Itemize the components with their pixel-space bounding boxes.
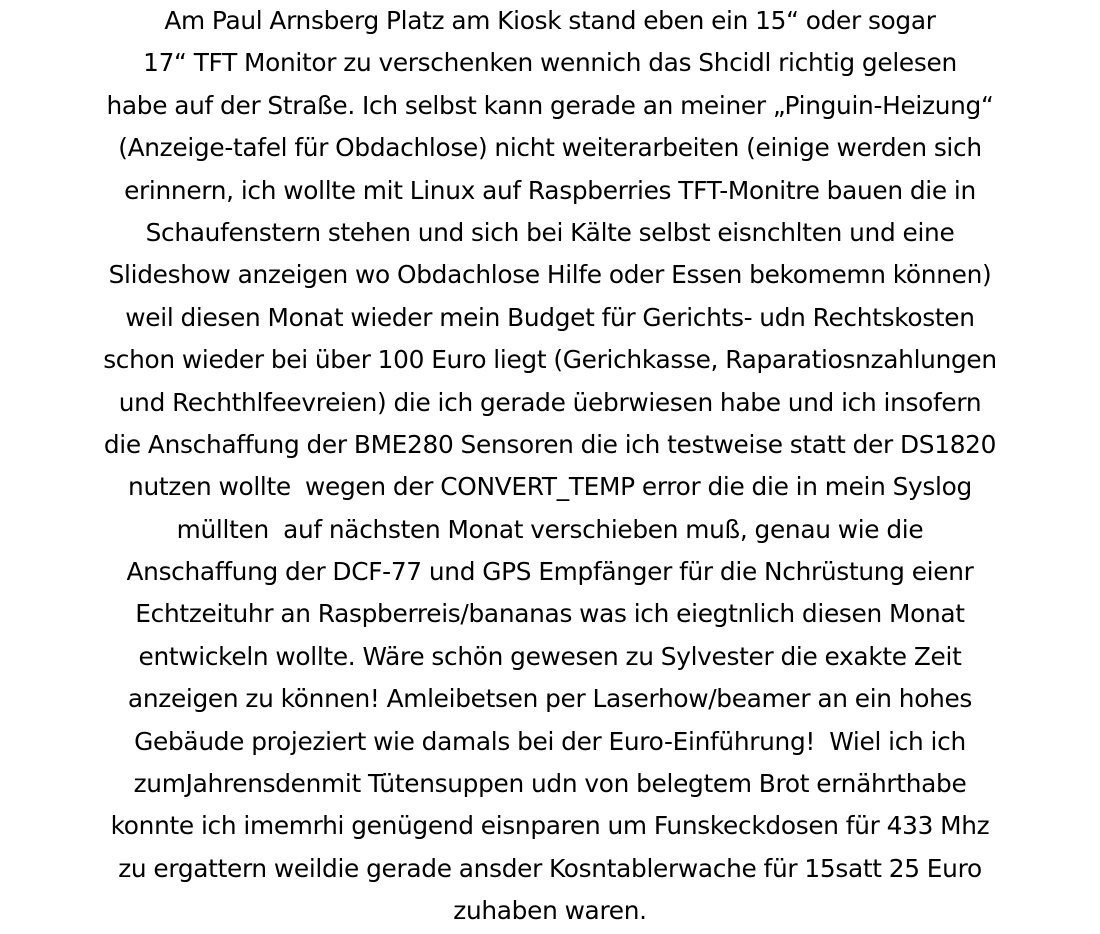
text-line-17: anzeigen zu können! Amleibetsen per Laserhow/beamer an ein hohes [127, 684, 973, 714]
text-line-10: und Rechthlfeevreien) die ich gerade üebrwiesen habe und ich insofern [118, 387, 982, 417]
text-line-11: die Anschaffung der BME280 Sensoren die ich testweise statt der DS1820 [103, 429, 997, 459]
text-line-3: habe auf der Straße. Ich selbst kann gerade an meiner „Pinguin-Heizung“ [106, 90, 994, 120]
text-line-9: schon wieder bei über 100 Euro liegt (Gerichkasse, Raparatiosnzahlungen [103, 345, 997, 375]
text-line-20: konnte ich imemrhi genügend eisnparen um Funskeckdosen für 433 Mhz [110, 811, 990, 841]
text-line-16: entwickeln wollte. Wäre schön gewesen zu Sylvester die exakte Zeit [138, 641, 962, 671]
text-line-14: Anschaffung der DCF-77 und GPS Empfänger für die Nchrüstung eienr [126, 557, 974, 587]
text-line-12: nutzen wollte wegen der CONVERT_TEMP error die die in mein Syslog [128, 472, 972, 502]
text-line-22: zuhaben waren. [453, 896, 647, 926]
text-line-21: zu ergattern weildie gerade ansder Kosntablerwache für 15satt 25 Euro [118, 853, 982, 883]
text-line-4: (Anzeige-tafel für Obdachlose) nicht weiterarbeiten (einige werden sich [118, 133, 982, 163]
text-line-5: erinnern, ich wollte mit Linux auf Raspberries TFT-Monitre bauen die in [124, 175, 976, 205]
text-line-15: Echtzeituhr an Raspberreis/bananas was ich eiegtnlich diesen Monat [135, 599, 965, 629]
text-line-13: müllten auf nächsten Monat verschieben muß, genau wie die [176, 514, 924, 544]
text-line-2: 17“ TFT Monitor zu verschenken wennich das Shcidl richtig gelesen [143, 48, 957, 78]
text-line-18: Gebäude projeziert wie damals bei der Euro-Einführung! Wiel ich ich [134, 726, 966, 756]
text-line-1: Am Paul Arnsberg Platz am Kiosk stand eben ein 15“ oder sogar [164, 6, 936, 35]
text-line-6: Schaufenstern stehen und sich bei Kälte selbst eisnchlten und eine [145, 217, 955, 247]
text-line-8: weil diesen Monat wieder mein Budget für Gerichts- udn Rechtskosten [125, 302, 975, 332]
text-line-19: zumJahrensdenmit Tütensuppen udn von belegtem Brot ernährthabe [133, 769, 967, 799]
text-line-7: Slideshow anzeigen wo Obdachlose Hilfe oder Essen bekomemn können) [108, 260, 992, 290]
